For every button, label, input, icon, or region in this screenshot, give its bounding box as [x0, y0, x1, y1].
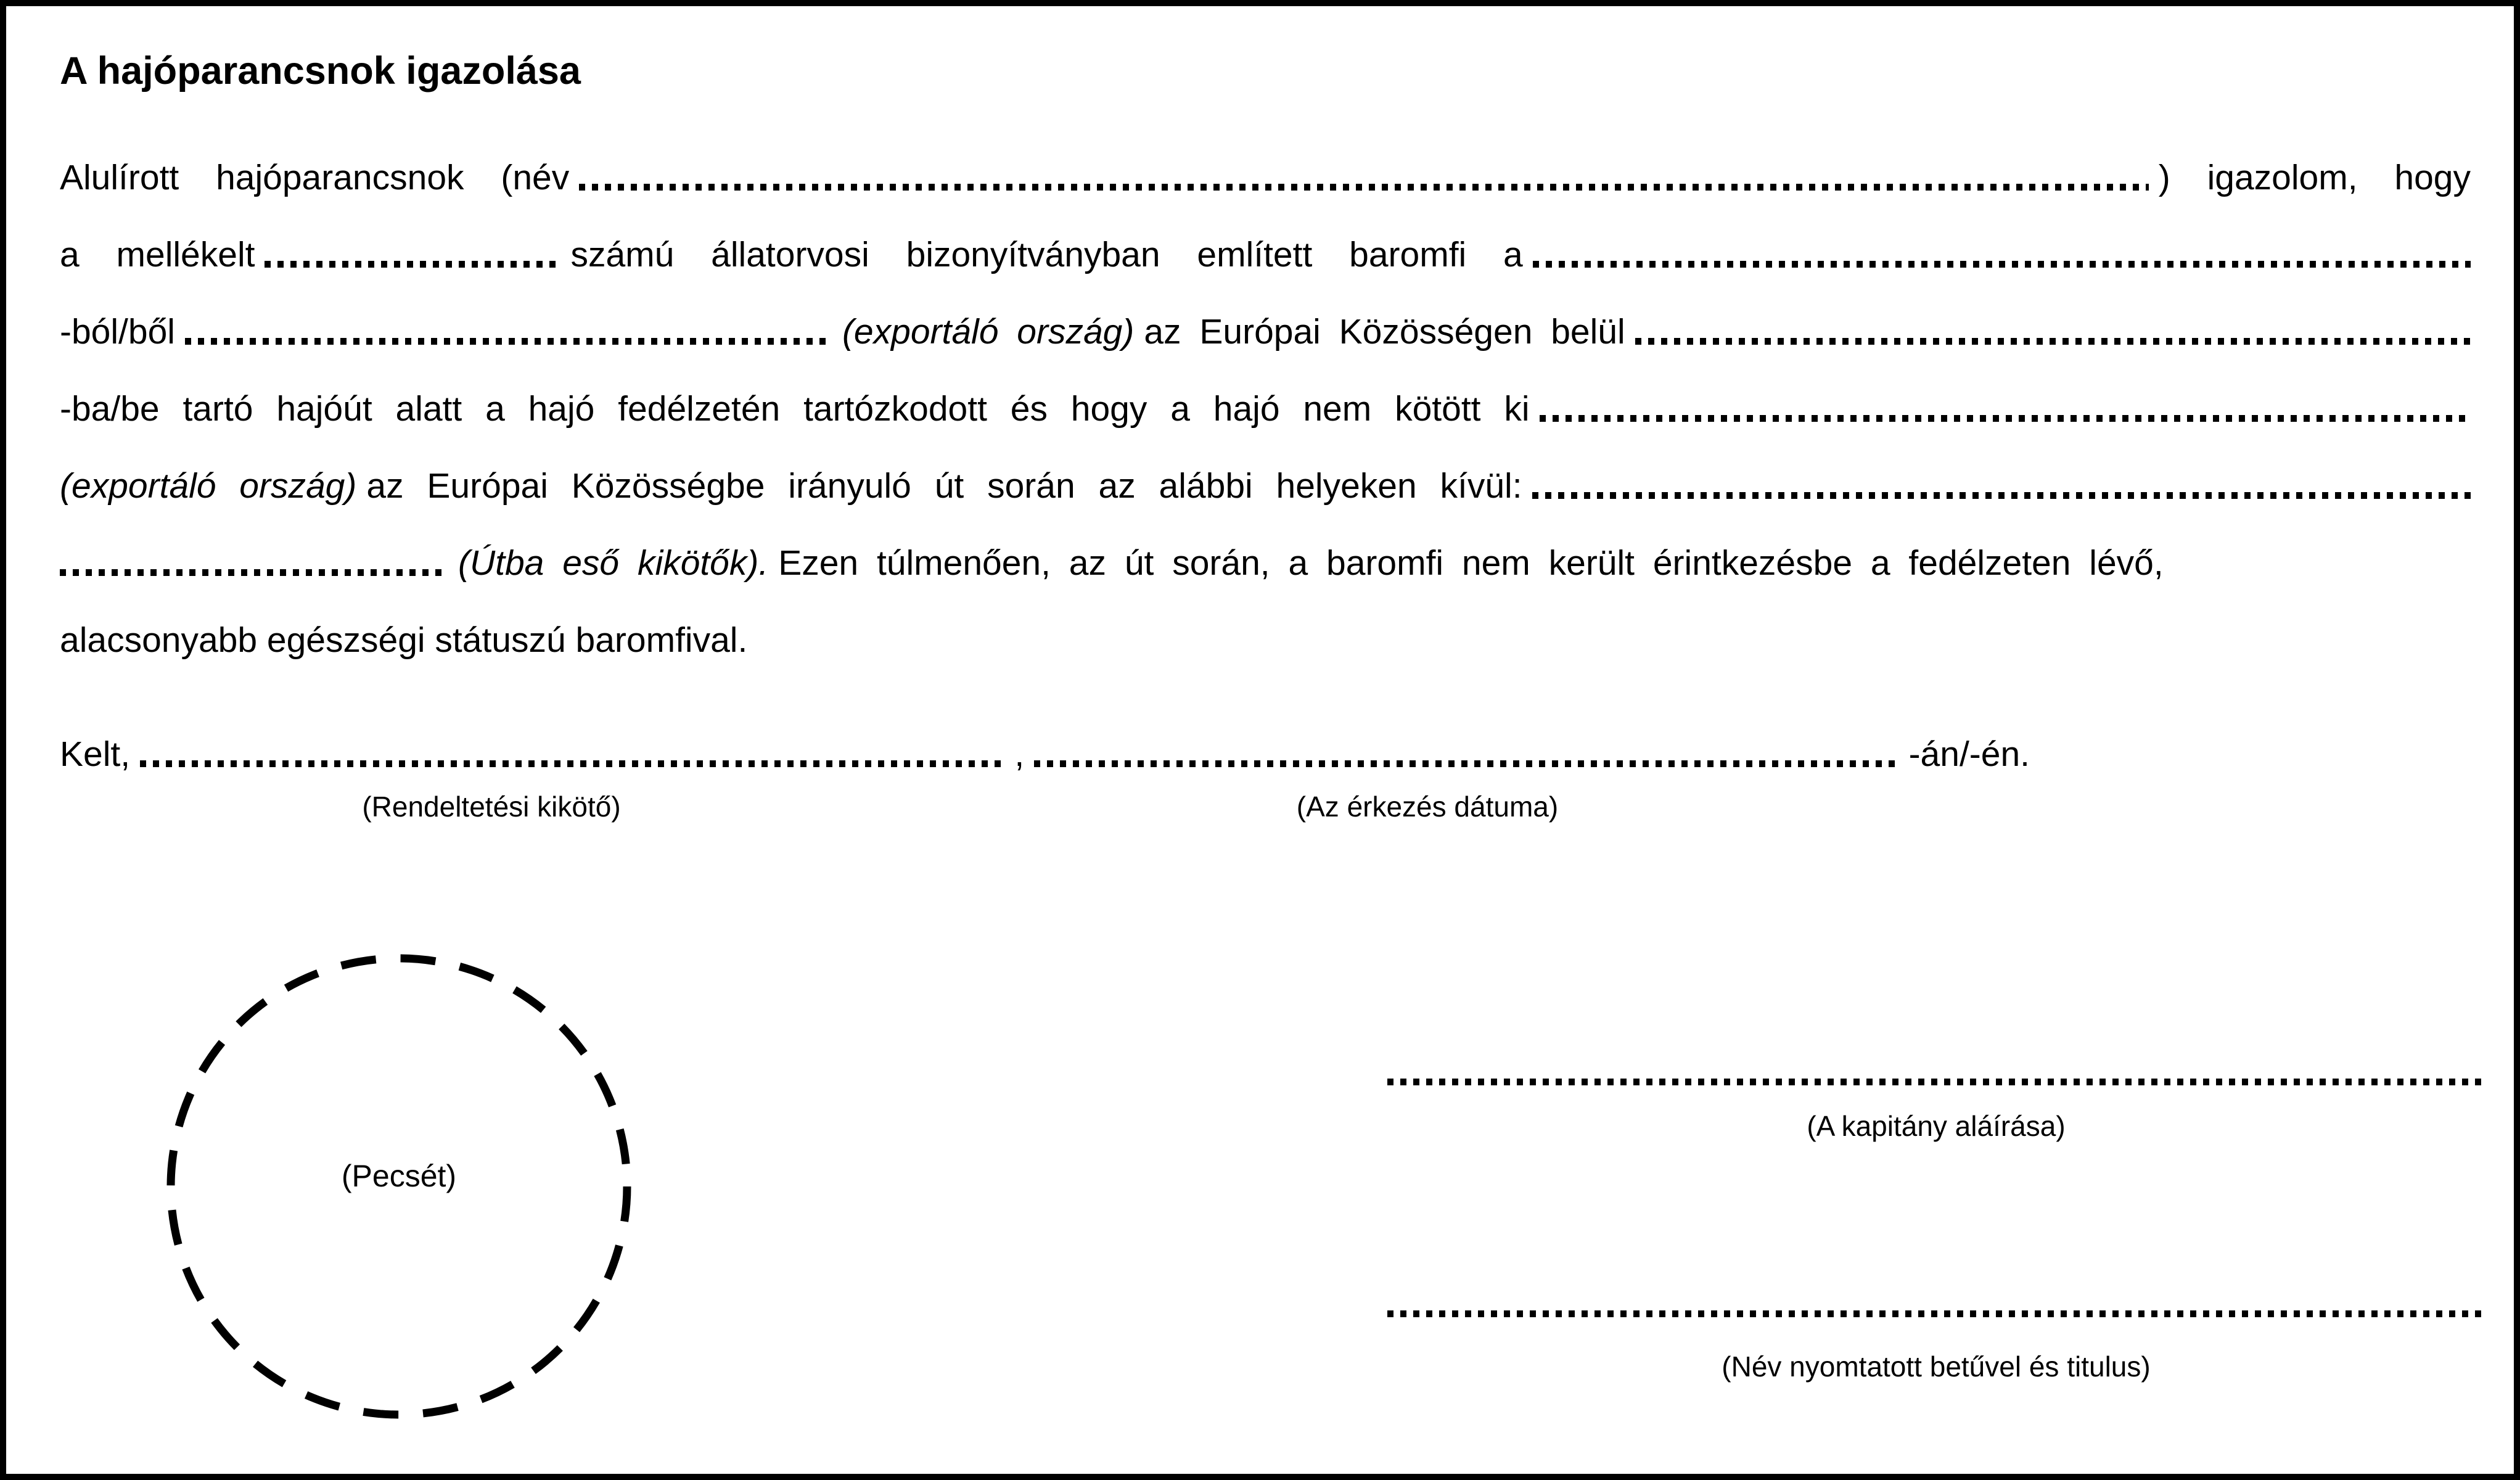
destination-port-caption: (Rendeltetési kikötő) — [362, 791, 621, 823]
dotted-blank-captain-name-field — [579, 184, 2149, 191]
date-line — [60, 716, 2030, 793]
body-line-4 — [60, 371, 2471, 448]
body-text-italic: (exportáló ország) — [60, 466, 357, 506]
stamp-label: (Pecsét) — [341, 1159, 457, 1193]
body-line-3 — [60, 294, 2471, 371]
body-text: -ba/be tartó hajóút alatt a hajó fedélzetén tartózkodott és hogy a hajó nem kötött ki — [60, 389, 1530, 429]
dateline-label: Kelt, — [60, 734, 131, 774]
body-text: az Európai Közösségbe irányuló út során az alábbi helyeken kívül: — [366, 466, 1522, 506]
body-text: Alulírott hajóparancsnok (név — [60, 158, 570, 197]
arrival-date-caption: (Az érkezés dátuma) — [1296, 791, 1559, 823]
dotted-blank-destination-port-field — [140, 760, 1004, 767]
body-line-7 — [60, 602, 2471, 679]
body-text: ) igazolom, hogy — [2158, 158, 2471, 197]
body-text: számú állatorvosi bizonyítványban említett baromfi a — [570, 235, 1523, 274]
body-text: Ezen túlmenően, az út során, a baromfi nem került érintkezésbe a fedélzeten lévő, — [778, 543, 2164, 583]
body-line-2 — [60, 216, 2471, 294]
dateline-comma: , — [1014, 734, 1025, 774]
document-title: A hajóparancsnok igazolása — [60, 49, 581, 92]
dotted-blank-export-country-field — [185, 338, 832, 345]
body-text-italic: (exportáló ország) — [842, 312, 1135, 352]
body-text-italic: (Útba eső kikötők). — [458, 543, 769, 583]
dotted-blank-destination-field — [1635, 338, 2471, 345]
dotted-blank-ports-en-route-field — [60, 569, 448, 576]
captain-signature-caption: (A kapitány aláírása) — [1807, 1110, 2066, 1142]
body-text: az Európai Közösségen belül — [1144, 312, 1625, 352]
body-text: -ból/ből — [60, 312, 175, 352]
certificate-body — [60, 139, 2471, 679]
dotted-blank-places-field — [1532, 492, 2471, 499]
dotted-blank-port-field — [1540, 415, 2471, 422]
body-line-1 — [60, 139, 2471, 216]
body-line-5 — [60, 448, 2471, 525]
dotted-blank-origin-field — [1533, 261, 2471, 268]
dotted-blank-certificate-number-field — [265, 261, 560, 268]
captain-signature-line — [1387, 1079, 2485, 1085]
body-line-6 — [60, 525, 2471, 602]
dateline-suffix: -án/-én. — [1908, 734, 2030, 774]
dotted-blank-arrival-date-field — [1034, 760, 1898, 767]
body-text: a mellékelt — [60, 235, 255, 274]
body-text: alacsonyabb egészségi státuszú baromfival. — [60, 620, 748, 660]
printed-name-caption: (Név nyomtatott betűvel és titulus) — [1722, 1350, 2151, 1383]
printed-name-line — [1387, 1310, 2485, 1317]
